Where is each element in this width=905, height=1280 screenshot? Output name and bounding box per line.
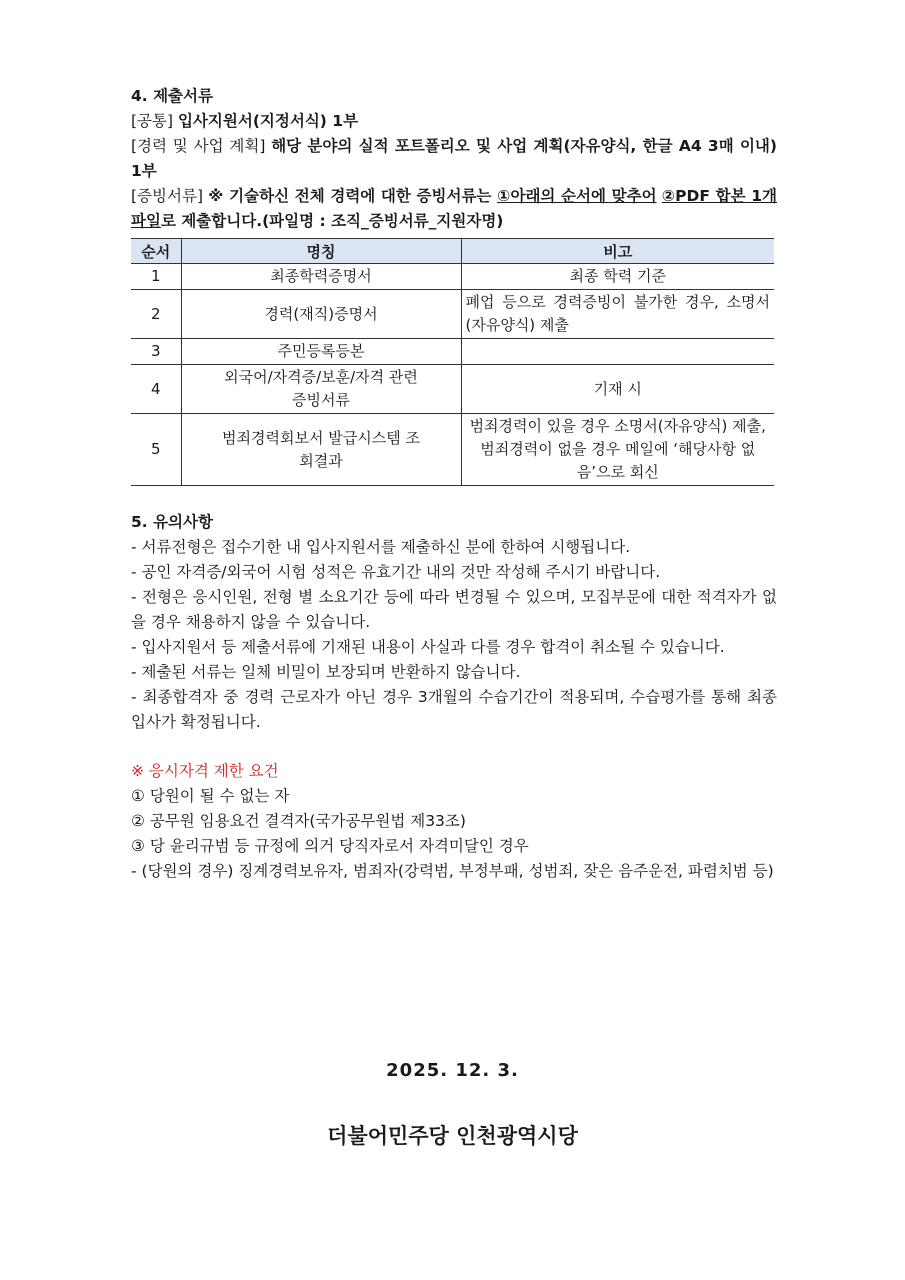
common-text: 입사지원서(지정서식) 1부	[177, 112, 359, 130]
restrictions-title: ※ 응시자격 제한 요건	[131, 762, 279, 780]
row-order: 5	[131, 414, 181, 486]
restriction-item: - (당원의 경우) 징계경력보유자, 범죄자(강력범, 부정부패, 성범죄, 잦은 음주운전, 파렴치범 등)	[131, 862, 774, 880]
notice-item: - 서류전형은 접수기한 내 입사지원서를 제출하신 분에 한하여 시행됩니다.	[131, 538, 631, 556]
proof-text-2: 로 제출합니다.(파일명 : 조직_증빙서류_지원자명)	[160, 212, 504, 230]
career-label: [경력 및 사업 계획]	[131, 137, 272, 155]
proof-label: [증빙서류]	[131, 187, 209, 205]
row-note: 범죄경력이 있을 경우 소명서(자유양식) 제출, 범죄경력이 없을 경우 메일에 ‘해당사항 없음’으로 회신	[461, 414, 774, 486]
restriction-item: ① 당원이 될 수 없는 자	[131, 787, 290, 805]
row-name: 범죄경력회보서 발급시스템 조회결과	[181, 414, 461, 486]
notice-item: - 최종합격자 중 경력 근로자가 아닌 경우 3개월의 수습기간이 적용되며, 수습평가를 통해 최종입사가 확정됩니다.	[131, 688, 777, 731]
notice-item: - 전형은 응시인원, 전형 별 소요기간 등에 따라 변경될 수 있으며, 모집부문에 대한 적격자가 없을 경우 채용하지 않을 수 있습니다.	[131, 588, 777, 631]
career-docs-line	[131, 134, 777, 184]
header-note: 비고	[461, 239, 774, 264]
table-row	[131, 264, 774, 290]
proof-underline-pdf: ②PDF 합본 1개 파일	[131, 187, 778, 230]
row-name: 경력(재직)증명서	[181, 290, 461, 339]
table-row	[131, 365, 774, 414]
notice-item: - 공인 자격증/외국어 시험 성적은 유효기간 내의 것만 작성해 주시기 바랍니다.	[131, 563, 661, 581]
row-order: 1	[131, 264, 181, 290]
common-docs-line	[131, 109, 777, 134]
section-5-title: 5. 유의사항	[131, 513, 213, 531]
row-name: 최종학력증명서	[181, 264, 461, 290]
header-name: 명칭	[181, 239, 461, 264]
common-label: [공통]	[131, 112, 178, 130]
table-row	[131, 414, 774, 486]
row-order: 4	[131, 365, 181, 414]
notice-item: - 제출된 서류는 일체 비밀이 보장되며 반환하지 않습니다.	[131, 663, 521, 681]
restriction-item: ③ 당 윤리규범 등 규정에 의거 당직자로서 자격미달인 경우	[131, 837, 529, 855]
organization-name: 더불어민주당 인천광역시당	[327, 1124, 578, 1148]
notice-item: - 입사지원서 등 제출서류에 기재된 내용이 사실과 다를 경우 합격이 취소될 수 있습니다.	[131, 638, 725, 656]
header-order: 순서	[131, 239, 181, 264]
row-note: 폐업 등으로 경력증빙이 불가한 경우, 소명서(자유양식) 제출	[461, 290, 774, 339]
row-note: 기재 시	[461, 365, 774, 414]
document-body	[131, 84, 777, 884]
table-header-row	[131, 239, 774, 264]
table-row	[131, 290, 774, 339]
proof-docs-line	[131, 184, 777, 234]
row-note	[461, 339, 774, 365]
documents-table	[131, 238, 774, 486]
row-order: 2	[131, 290, 181, 339]
proof-underline-order: ①아래의 순서에 맞추어	[497, 187, 657, 205]
restriction-item: ② 공무원 임용요건 결격자(국가공무원법 제33조)	[131, 812, 466, 830]
career-text: 해당 분야의 실적 포트폴리오 및 사업 계획(자유양식, 한글 A4 3매 이내) 1부	[131, 137, 777, 180]
proof-text-1: ※ 기술하신 전체 경력에 대한 증빙서류는	[208, 187, 498, 205]
row-name: 주민등록등본	[181, 339, 461, 365]
document-date: 2025. 12. 3.	[386, 1060, 519, 1081]
row-order: 3	[131, 339, 181, 365]
section-4-title: 4. 제출서류	[131, 87, 213, 105]
row-name: 외국어/자격증/보훈/자격 관련 증빙서류	[181, 365, 461, 414]
row-note: 최종 학력 기준	[461, 264, 774, 290]
table-row	[131, 339, 774, 365]
